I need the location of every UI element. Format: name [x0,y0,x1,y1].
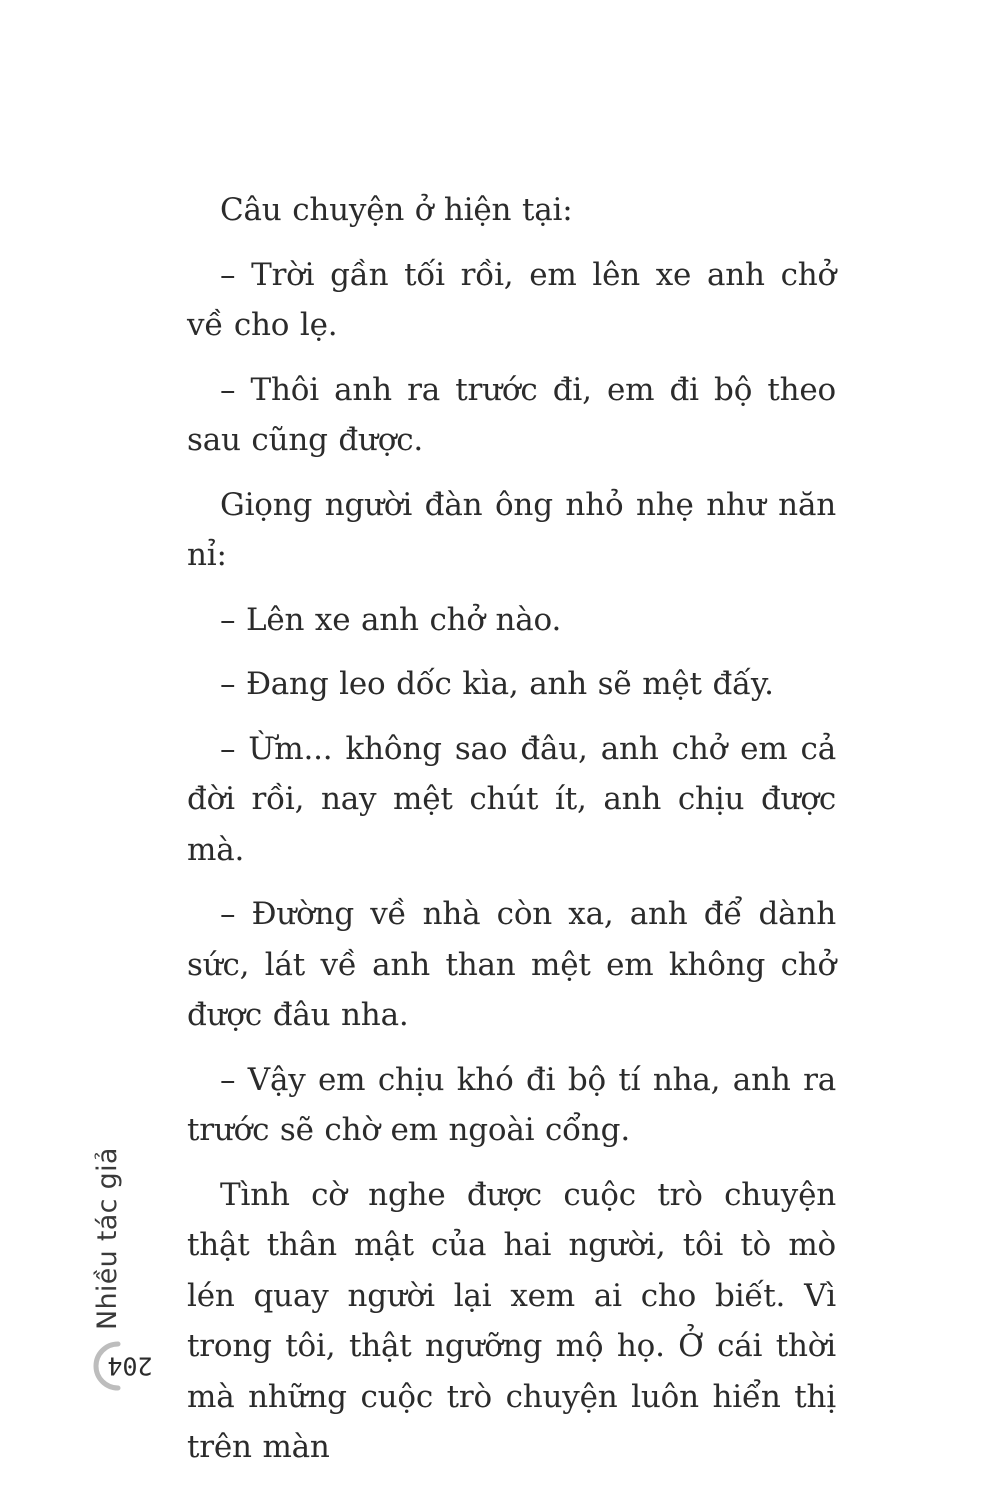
paragraph: – Ừm... không sao đâu, anh chở em cả đời rồi, nay mệt chút ít, anh chịu được mà. [187,730,836,868]
paragraph: – Đang leo dốc kìa, anh sẽ mệt đấy. [220,666,774,702]
author-label: Nhiều tác giả [92,1147,123,1330]
page-number: 204 [107,1351,153,1381]
paragraph: Giọng người đàn ông nhỏ nhẹ như năn nỉ: [187,486,836,573]
paragraph: Câu chuyện ở hiện tại: [220,192,573,228]
paragraph: – Đường về nhà còn xa, anh để dành sức, lát về anh than mệt em không chở được đâu nha. [187,896,836,1033]
paragraph: – Vậy em chịu khó đi bộ tí nha, anh ra trước sẽ chờ em ngoài cổng. [187,1061,836,1148]
paragraph: Tình cờ nghe được cuộc trò chuyện thật thân mật của hai người, tôi tò mò lén quay người lại xem ai cho biết. Vì trong tôi, thật ngưỡng mộ họ. Ở cái thời mà những cuộc trò chuyện luôn hiển thị trên màn [187,1176,836,1465]
body-text [187,185,836,1473]
paragraph: – Trời gần tối rồi, em lên xe anh chở về cho lẹ. [187,256,836,343]
paragraph: – Thôi anh ra trước đi, em đi bộ theo sau cũng được. [187,371,836,458]
page-number-badge [84,1340,153,1392]
paragraph: – Lên xe anh chở nào. [220,601,562,638]
